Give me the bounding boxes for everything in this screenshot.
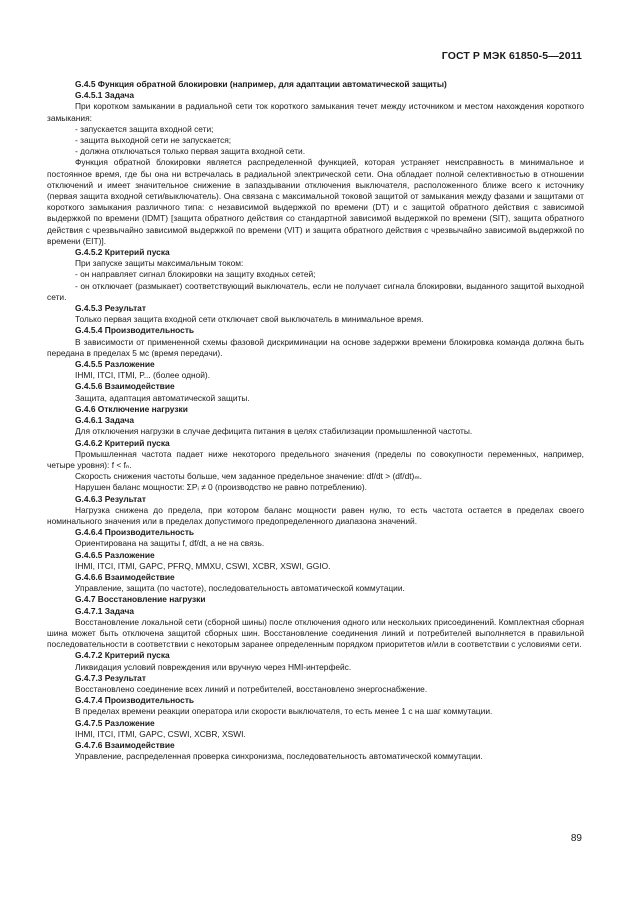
- paragraph: Скорость снижения частоты больше, чем заданное предельное значение: df/dt > (df/dt)ₘ.: [75, 471, 422, 482]
- paragraph: Защита, адаптация автоматической защиты.: [75, 392, 250, 403]
- section-heading: G.4.7.2 Критерий пуска: [75, 650, 170, 661]
- paragraph: Нарушен баланс мощности: ΣPᵢ ≠ 0 (производство не равно потреблению).: [75, 482, 367, 493]
- section-heading: G.4.5.4 Производительность: [75, 325, 195, 336]
- section-heading: G.4.5.2 Критерий пуска: [75, 247, 170, 258]
- paragraph: IHMI, ITCI, ITMI, GAPC, PFRQ, MMXU, CSWI, XCBR, XSWI, GGIO.: [75, 560, 331, 571]
- paragraph: Ориентирована на защиты f, df/dt, а не на связь.: [75, 538, 265, 549]
- paragraph: - он направляет сигнал блокировки на защиту входных сетей;: [75, 269, 316, 280]
- section-heading: G.4.5.5 Разложение: [75, 359, 155, 370]
- section-heading: G.4.5.6 Взаимодействие: [75, 381, 175, 392]
- paragraph: Промышленная частота падает ниже некоторого предельного значения (пределы по совокупности переменных, например, четыре уровня): f < fₙ.: [47, 448, 584, 470]
- document-header: ГОСТ Р МЭК 61850-5—2011: [441, 50, 582, 62]
- paragraph: Только первая защита входной сети отключает свой выключатель в минимальное время.: [75, 314, 424, 325]
- paragraph: Функция обратной блокировки является распределенной функцией, которая устраняет неисправность в минимальное и постоянное время, где бы она ни встречалась в радиальной электрической сети. Она обладает полной селективностью в отношении отключений и имеет значительное снижение в запаздывании отключения выключателя, расположенного ближе всего к источнику (первая защита входной сети/выключатель). Она связана с максимальной токовой защитой от замыкания между фазами и защитами от короткого замыкания различного типа: с независимой выдержкой по времени (DT) и с защитой обратного действия с зависимой выдержкой по времени (IDMT) [защита обратного действия со стандартной зависимой выдержкой по времени (SIT), защита обратного действия с чрезвычайно зависимой выдержкой по времени (VIT) и защита обратного действия с чрезвычайно зависимой выдержкой по времени (EIT)].: [47, 157, 584, 246]
- paragraph: Управление, защита (по частоте), последовательность автоматической коммутации.: [75, 583, 405, 594]
- section-heading: G.4.6.5 Разложение: [75, 549, 155, 560]
- paragraph: В зависимости от примененной схемы фазовой дискриминации на основе задержки времени блокировка команда должна быть передана в пределах 5 мс (время передачи).: [47, 336, 584, 358]
- section-heading: G.4.7.3 Результат: [75, 672, 146, 683]
- section-heading: G.4.5.3 Результат: [75, 303, 146, 314]
- paragraph: IHMI, ITCI, ITMI, GAPC, CSWI, XCBR, XSWI.: [75, 728, 246, 739]
- paragraph: При коротком замыкании в радиальной сети ток короткого замыкания течет между источником и местом нахождения короткого замыкания:: [47, 101, 584, 123]
- page-number: 89: [570, 833, 582, 844]
- paragraph: Ликвидация условий повреждения или вручную через HMI-интерфейс.: [75, 661, 352, 672]
- section-heading: G.4.6.3 Результат: [75, 493, 146, 504]
- paragraph: В пределах времени реакции оператора или скорости выключателя, то есть менее 1 с на шаг коммутации.: [75, 706, 493, 717]
- document-body: [47, 79, 584, 762]
- paragraph: Управление, распределенная проверка синхронизма, последовательность автоматической коммутации.: [75, 751, 483, 762]
- section-heading: G.4.7.4 Производительность: [75, 695, 195, 706]
- section-heading: G.4.6.1 Задача: [75, 415, 134, 426]
- section-heading: G.4.7.5 Разложение: [75, 717, 155, 728]
- section-heading: G.4.5.1 Задача: [75, 90, 134, 101]
- paragraph: Для отключения нагрузки в случае дефицита питания в целях стабилизации промышленной частоты.: [75, 426, 473, 437]
- section-heading: G.4.6.4 Производительность: [75, 527, 195, 538]
- section-heading: G.4.6.2 Критерий пуска: [75, 437, 170, 448]
- section-heading: G.4.6.6 Взаимодействие: [75, 571, 175, 582]
- paragraph: Нагрузка снижена до предела, при котором баланс мощности равен нулю, то есть частота остается в пределах своего номинального значения или в пределах допустимого предопределенного диапазона значений.: [47, 504, 584, 526]
- section-heading: G.4.7 Восстановление нагрузки: [75, 594, 206, 605]
- paragraph: - он отключает (размыкает) соответствующий выключатель, если не получает сигнала блокировки, выданного защитой выходной сети.: [47, 280, 584, 302]
- section-heading: G.4.7.6 Взаимодействие: [75, 739, 175, 750]
- section-heading: G.4.7.1 Задача: [75, 605, 134, 616]
- section-heading: G.4.5 Функция обратной блокировки (например, для адаптации автоматической защиты): [75, 79, 447, 89]
- section-heading: G.4.6 Отключение нагрузки: [75, 403, 188, 414]
- paragraph: Восстановлено соединение всех линий и потребителей, восстановлено энергоснабжение.: [75, 683, 428, 694]
- paragraph: При запуске защиты максимальным током:: [75, 258, 244, 269]
- paragraph: - запускается защита входной сети;: [75, 123, 214, 134]
- paragraph: - защита выходной сети не запускается;: [75, 135, 232, 146]
- paragraph: - должна отключаться только первая защита входной сети.: [75, 146, 306, 157]
- paragraph: Восстановление локальной сети (сборной шины) после отключения одного или нескольких присоединений. Комплектная сборная шина может быть отключена защитой сборных шин. Восстановление соединения линий и потребителей выполняется в правильной последовательности в соответствии с некоторым заранее определенным порядком приоритетов и/или в соответствии с условиями сети.: [47, 616, 584, 650]
- paragraph: IHMI, ITCI, ITMI, P... (более одной).: [75, 370, 211, 381]
